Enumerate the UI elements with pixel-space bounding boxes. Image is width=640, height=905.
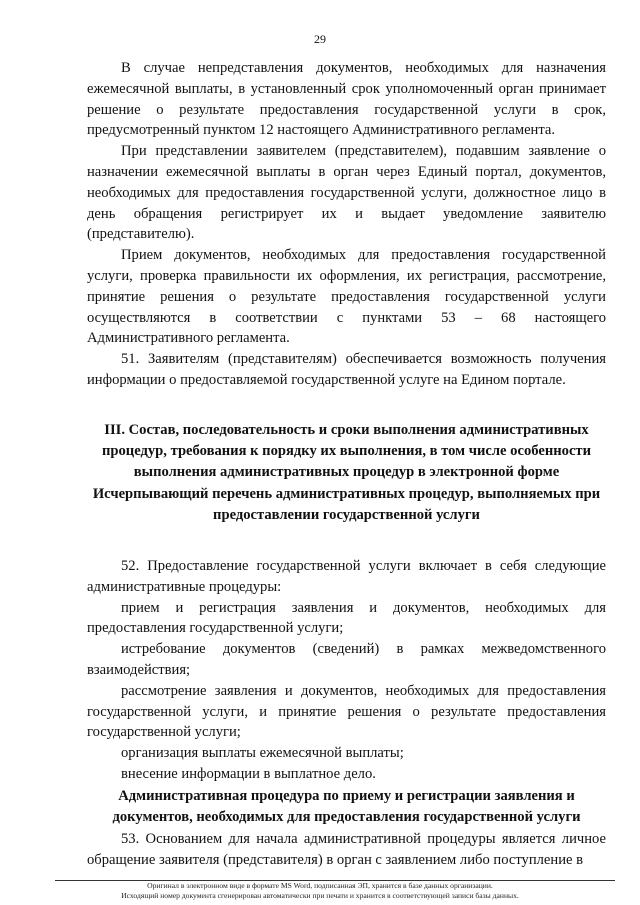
footer-line-2: Исходящий номер документа сгенерирован автоматически при печати и хранится в соответствующей записи базы данных. <box>121 891 519 900</box>
procedure-item: внесение информации в выплатное дело. <box>121 765 376 782</box>
footer-line-1: Оригинал в электронном виде в формате MS Word, подписанная ЭП, хранится в базе данных организации. <box>147 881 493 890</box>
procedure-item: прием и регистрация заявления и документов, необходимых для предоставления государственной услуги; <box>87 599 606 637</box>
procedure-item: истребование документов (сведений) в рамках межведомственного взаимодействия; <box>87 641 606 678</box>
paragraph: При представлении заявителем (представителем), подавшим заявление о назначении ежемесячной выплаты в орган через Единый портал, документов, необходимых для предоставления государственной услуги, должностное лицо в день обращения регистрирует их и выдает уведомление заявителю (представителю). <box>87 143 606 243</box>
reception-block <box>87 786 606 828</box>
paragraph: Прием документов, необходимых для предоставления государственной услуги, проверка правильности их оформления, их регистрация, рассмотрение, принятие решения о результате предоставления государственной услуги осуществляются в соответствии с пунктами 53 – 68 настоящего Административного регламента. <box>87 247 606 347</box>
subheading-reception: Административная процедура по приему и регистрации заявления и документов, необходимых для предоставления государственной услуги <box>112 788 581 825</box>
subheading-procedures-list: Исчерпывающий перечень административных процедур, выполняемых при предоставлении государственной услуги <box>92 486 601 523</box>
page-number: 29 <box>314 32 326 46</box>
procedure-item: организация выплаты ежемесячной выплаты; <box>121 745 404 762</box>
paragraph-52-block <box>87 556 606 785</box>
paragraph-53-block <box>87 829 606 871</box>
paragraph-52: 52. Предоставление государственной услуги включает в себя следующие административные процедуры: <box>87 558 606 595</box>
section-iii <box>87 420 606 482</box>
section-heading: III. Состав, последовательность и сроки выполнения административных процедур, требования к порядку их выполнения, в том числе особенности выполнения административных процедур в электронной форме <box>101 422 592 480</box>
intro-paragraphs <box>87 58 606 391</box>
procedure-item: рассмотрение заявления и документов, необходимых для предоставления государственной услуги, и принятие решения о результате предоставления государственной услуги; <box>87 682 606 741</box>
paragraph: В случае непредставления документов, необходимых для назначения ежемесячной выплаты, в установленный срок уполномоченный орган принимает решение о результате предоставления государственной услуги в срок, предусмотренный пунктом 12 настоящего Административного регламента. <box>87 60 606 139</box>
procedures-block <box>87 484 606 526</box>
paragraph-53: 53. Основанием для начала административной процедуры является личное обращение заявителя (представителя) в орган с заявлением либо поступление в <box>87 831 606 868</box>
paragraph-51: 51. Заявителям (представителям) обеспечивается возможность получения информации о предоставляемой государственной услуге на Едином портале. <box>87 351 606 388</box>
